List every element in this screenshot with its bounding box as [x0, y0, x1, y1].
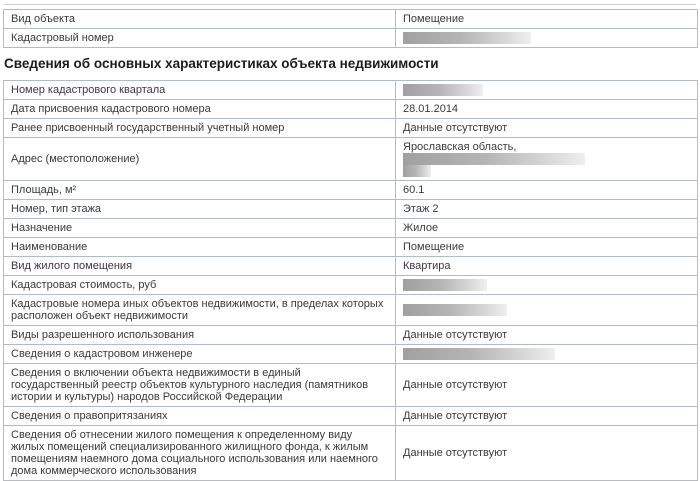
row-value: [396, 138, 698, 181]
table-row: [4, 29, 698, 48]
row-label: Адрес (местоположение): [4, 138, 396, 181]
row-value: [396, 276, 698, 295]
table-row: [4, 138, 698, 181]
redacted-value-bar: [403, 165, 431, 177]
row-label: Наименование: [4, 238, 396, 257]
row-value: [396, 119, 698, 138]
table-row: [4, 10, 698, 29]
row-label: Сведения об отнесении жилого помещения к определенному виду жилых помещений специализированного жилищного фонда, к жилым помещениям наемного дома социального использования или наемного дома коммерческого использования: [4, 426, 396, 481]
redacted-value-bar: [403, 32, 531, 44]
table-row: [4, 257, 698, 276]
value-text: Квартира: [403, 260, 451, 272]
value-text: 28.01.2014: [403, 103, 459, 115]
table-row: [4, 426, 698, 481]
object-summary-table-body: [4, 10, 698, 48]
value-text: Помещение: [403, 241, 465, 253]
row-value: [396, 219, 698, 238]
table-row: [4, 219, 698, 238]
value-text: Помещение: [403, 13, 465, 25]
main-characteristics-table-body: [4, 81, 698, 481]
row-value: [396, 238, 698, 257]
row-value: [396, 257, 698, 276]
row-value: [396, 10, 698, 29]
row-label: Сведения о правопритязаниях: [4, 407, 396, 426]
row-label: Площадь, м²: [4, 181, 396, 200]
row-value: [396, 81, 698, 100]
cutoff-row-border: [4, 4, 696, 5]
row-label: Дата присвоения кадастрового номера: [4, 100, 396, 119]
row-label: Кадастровый номер: [4, 29, 396, 48]
row-value: [396, 295, 698, 326]
row-value: [396, 29, 698, 48]
value-text: Данные отсутствуют: [403, 379, 508, 391]
value-text: Данные отсутствуют: [403, 447, 508, 459]
row-label: Сведения о кадастровом инженере: [4, 345, 396, 364]
row-label: Кадастровая стоимость, руб: [4, 276, 396, 295]
row-label: Вид жилого помещения: [4, 257, 396, 276]
value-text: Данные отсутствуют: [403, 329, 508, 341]
section-title: Сведения об основных характеристиках объекта недвижимости: [4, 56, 439, 71]
row-label: Номер кадастрового квартала: [4, 81, 396, 100]
value-text: Этаж 2: [403, 203, 439, 215]
table-row: [4, 238, 698, 257]
row-label: Вид объекта: [4, 10, 396, 29]
row-value: [396, 181, 698, 200]
table-row: [4, 119, 698, 138]
row-value: [396, 100, 698, 119]
row-label: Сведения о включении объекта недвижимости в единый государственный реестр объектов культурного наследия (памятников истории и культуры) народов Российской Федерации: [4, 364, 396, 407]
redacted-value-bar: [403, 153, 585, 165]
table-row: [4, 295, 698, 326]
value-text: Данные отсутствуют: [403, 410, 508, 422]
table-row: [4, 364, 698, 407]
row-value: [396, 200, 698, 219]
row-label: Номер, тип этажа: [4, 200, 396, 219]
value-text: Данные отсутствуют: [403, 122, 508, 134]
table-row: [4, 326, 698, 345]
value-text: Ярославская область,: [403, 141, 517, 153]
row-value: [396, 407, 698, 426]
value-text: 60.1: [403, 184, 425, 196]
redacted-value-bar: [403, 84, 483, 96]
table-row: [4, 100, 698, 119]
row-label: Виды разрешенного использования: [4, 326, 396, 345]
main-characteristics-table: [3, 80, 698, 481]
row-value: [396, 326, 698, 345]
table-row: [4, 276, 698, 295]
table-row: [4, 181, 698, 200]
object-summary-table: [3, 9, 698, 48]
row-value: [396, 426, 698, 481]
row-value: [396, 345, 698, 364]
row-value: [396, 364, 698, 407]
table-row: [4, 407, 698, 426]
table-row: [4, 200, 698, 219]
row-label: Кадастровые номера иных объектов недвижимости, в пределах которых расположен объект недвижимости: [4, 295, 396, 326]
value-text: Жилое: [403, 222, 439, 234]
row-label: Назначение: [4, 219, 396, 238]
redacted-value-bar: [403, 279, 487, 291]
redacted-value-bar: [403, 304, 507, 316]
redacted-value-bar: [403, 348, 555, 360]
row-label: Ранее присвоенный государственный учетный номер: [4, 119, 396, 138]
table-row: [4, 345, 698, 364]
table-row: [4, 81, 698, 100]
